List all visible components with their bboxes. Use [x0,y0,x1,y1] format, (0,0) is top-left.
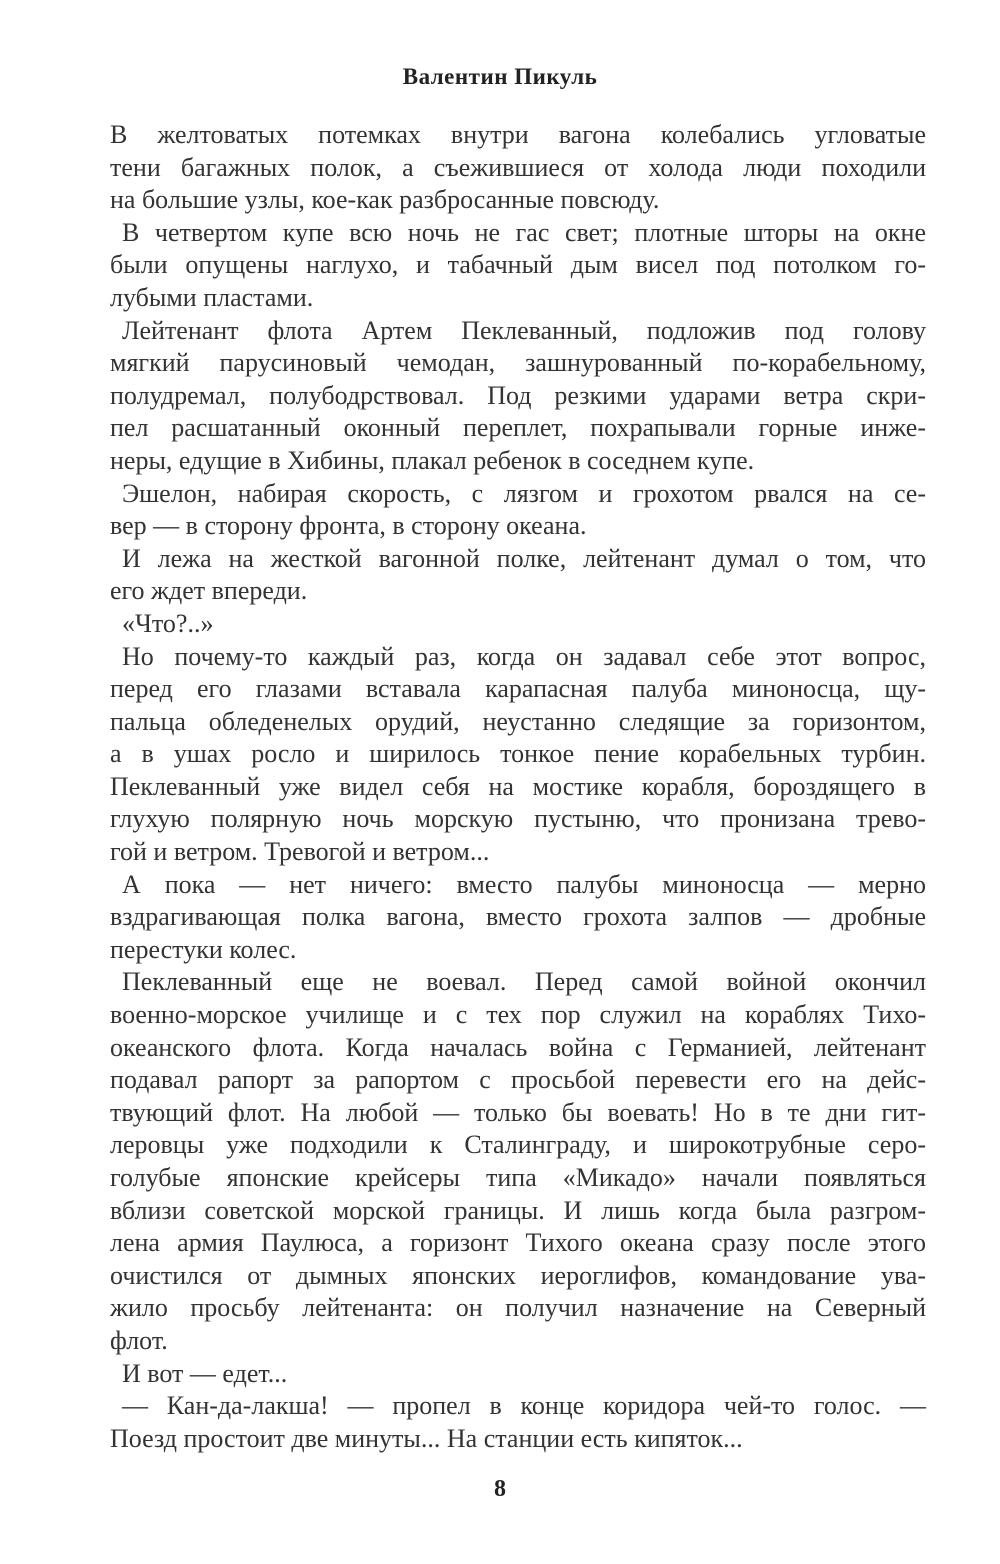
text-line: В четвертом купе всю ночь не гас свет; плотные шторы на окне [122,217,926,247]
running-header-author: Валентин Пикуль [402,64,598,89]
text-line: его ждет впереди. [110,576,308,606]
text-line: полудремал, полубодрствовал. Под резкими ударами ветра скри- [110,380,926,410]
text-line: на большие узлы, кое-как разбросанные повсюду. [110,185,660,215]
text-line: И лежа на жесткой вагонной полке, лейтенант думал о том, что [122,543,926,573]
text-line: глухую полярную ночь морскую пустыню, что пронизана трево- [110,804,926,834]
text-line: А пока — нет ничего: вместо палубы миноносца — мерно [122,869,926,899]
page-number: 8 [494,1476,506,1502]
text-line: тени багажных полок, а съежившиеся от холода люди походили [110,152,926,182]
text-line: вздрагивающая полка вагона, вместо грохота залпов — дробные [110,902,926,932]
paragraph [110,119,926,217]
text-line: И вот — едет... [122,1358,288,1388]
text-line: очистился от дымных японских иероглифов, командование ува- [110,1260,926,1290]
text-line: лена армия Паулюса, а горизонт Тихого океана сразу после этого [110,1228,926,1258]
text-line: твующий флот. На любой — только бы воевать! Но в те дни гит- [110,1097,926,1127]
text-line: океанского флота. Когда началась война с Германией, лейтенант [110,1032,926,1062]
text-line: Поезд простоит две минуты... На станции есть кипяток... [110,1423,743,1453]
text-line: леровцы уже подходили к Сталинграду, и широкотрубные серо- [110,1130,926,1160]
text-line: Пеклеванный уже видел себя на мостике корабля, бороздящего в [110,771,926,801]
paragraph [110,641,926,869]
paragraph [110,315,926,478]
text-line: — Кан-да-лакша! — пропел в конце коридора чей-то голос. — [122,1391,926,1421]
text-line: перестуки колес. [110,934,297,964]
text-line: голубые японские крейсеры типа «Микадо» начали появляться [110,1163,926,1192]
text-line: пел расшатанный оконный переплет, похрапывали горные инже- [110,413,926,443]
text-line: перед его глазами вставала карапасная палуба миноносца, щу- [110,674,926,704]
text-line: мягкий парусиновый чемодан, зашнурованный по-корабельному, [110,348,926,378]
paragraph [110,217,926,315]
text-line: гой и ветром. Тревогой и ветром... [110,837,490,867]
text-line: флот. [110,1325,168,1355]
text-line: неры, едущие в Хибины, плакал ребенок в соседнем купе. [110,445,755,475]
text-line: были опущены наглухо, и табачный дым висел под потолком го- [110,250,926,280]
paragraph [110,966,926,1357]
body-text [110,119,926,1455]
paragraph [110,478,926,543]
text-line: подавал рапорт за рапортом с просьбой перевести его на дейс- [110,1065,926,1095]
text-line: В желтоватых потемках внутри вагона колебались угловатые [110,120,926,149]
text-line: Но почему-то каждый раз, когда он задавал себе этот вопрос, [122,641,926,671]
text-line: жило просьбу лейтенанта: он получил назначение на Северный [110,1293,926,1323]
paragraph [110,1358,926,1391]
text-line: Пеклеванный еще не воевал. Перед самой войной окончил [122,967,926,997]
text-line: «Что?..» [122,608,214,638]
text-line: а в ушах росло и ширилось тонкое пение корабельных турбин. [110,739,926,769]
text-line: лубыми пластами. [110,282,314,312]
text-line: Эшелон, набирая скорость, с лязгом и грохотом рвался на се- [122,478,926,508]
text-line: вер — в сторону фронта, в сторону океана. [110,511,587,541]
paragraph [110,608,926,641]
paragraph [110,1390,926,1455]
paragraph [110,543,926,608]
text-line: вблизи советской морской границы. И лишь когда была разгром- [110,1195,926,1225]
text-line: пальца обледенелых орудий, неустанно следящие за горизонтом, [110,706,926,736]
text-line: Лейтенант флота Артем Пеклеванный, подложив под голову [122,315,926,345]
paragraph [110,869,926,967]
text-line: военно-морское училище и с тех пор служил на кораблях Тихо- [110,1000,926,1030]
